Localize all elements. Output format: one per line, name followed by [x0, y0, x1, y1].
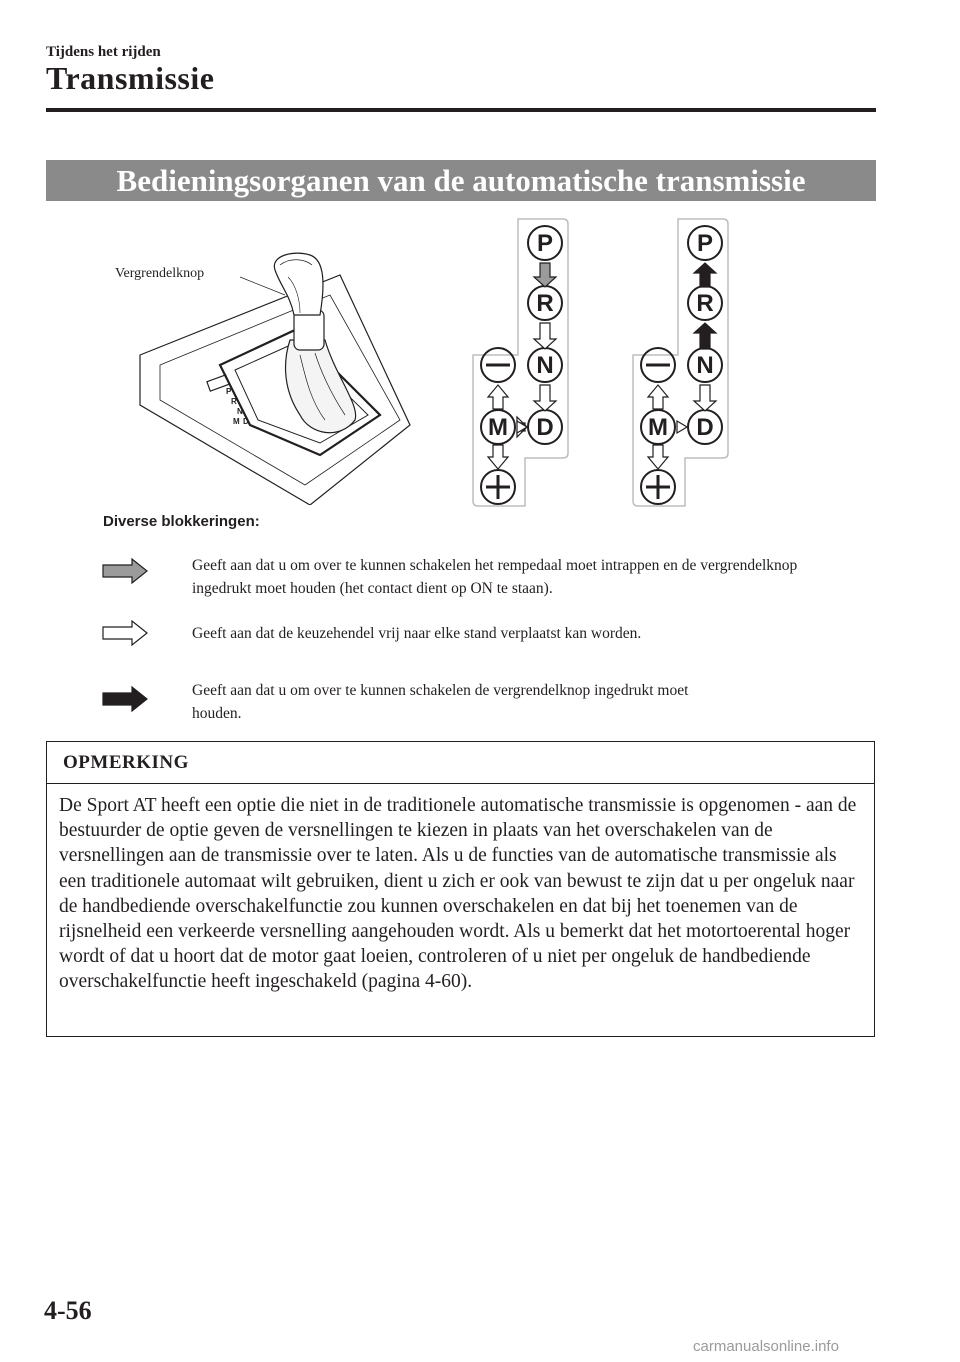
position-n: N — [536, 352, 554, 379]
position-r: R — [536, 290, 554, 317]
legend-title: Diverse blokkeringen: — [103, 513, 260, 530]
position-m: M — [488, 414, 508, 441]
position-r: R — [696, 290, 714, 317]
gate-mark-n: N — [237, 407, 243, 416]
position-p: P — [696, 230, 714, 257]
legend-text-white: Geeft aan dat de keuzehendel vrij naar elke stand verplaatst kan worden. — [192, 625, 642, 642]
legend-text-gray: Geeft aan dat u om over te kunnen schakelen het rempedaal moet intrappen en de vergrendelknop ingedrukt moet houden (het contact dient op ON te staan). — [192, 557, 798, 597]
gate-mark-r: R — [231, 397, 237, 406]
position-p: P — [536, 230, 554, 257]
gate-mark-m: M — [233, 417, 240, 426]
gate-mark-d: D — [243, 417, 249, 426]
position-d: D — [696, 414, 714, 441]
position-n: N — [696, 352, 714, 379]
watermark: carmanualsonline.info — [693, 1338, 839, 1355]
shift-pattern-diagram-1 — [470, 215, 580, 507]
chapter-title: Transmissie — [46, 60, 215, 96]
lock-button-callout: Vergrendelknop — [115, 266, 205, 281]
section-label: Tijdens het rijden — [46, 44, 161, 60]
shift-lever-illustration — [100, 215, 420, 505]
position-m: M — [648, 414, 668, 441]
white-arrow-icon — [102, 620, 148, 646]
note-body: De Sport AT heeft een optie die niet in de traditionele automatische transmissie is opgenomen - aan de bestuurder de optie geven de versnellingen te kiezen in plaats van het overschakelen van de versnellingen aan de transmissie over te laten. Als u de functies van de automatische transmissie als een traditionele automaat wilt gebruiken, dient u zich er ook van bewust te zijn dat u per ongeluk naar de handbediende overschakelfunctie zou kunnen overschakelen en dat bij het toenemen van de rijsnelheid een verkeerde versnelling aangehouden wordt. Als u bemerkt dat het motortoerental hoger wordt of dat u hoort dat de motor gaat loeien, controleren of u niet per ongeluk de handbediende overschakelfunctie heeft ingeschakeld (pagina 4-60). — [59, 795, 857, 993]
legend-text-black: Geeft aan dat u om over te kunnen schakelen de vergrendelknop ingedrukt moet houden. — [192, 682, 689, 722]
section-banner: Bedieningsorganen van de automatische transmissie — [46, 160, 876, 201]
note-title: OPMERKING — [47, 742, 874, 784]
header-rule — [46, 108, 876, 112]
black-arrow-icon — [102, 686, 148, 712]
gate-indicator-marks — [220, 380, 280, 440]
note-box — [46, 741, 875, 1037]
position-d: D — [536, 414, 554, 441]
gray-arrow-icon — [102, 558, 148, 584]
shift-pattern-diagram-2 — [630, 215, 740, 507]
gate-mark-p: P — [226, 387, 232, 396]
page-number: 4-56 — [44, 1296, 92, 1325]
